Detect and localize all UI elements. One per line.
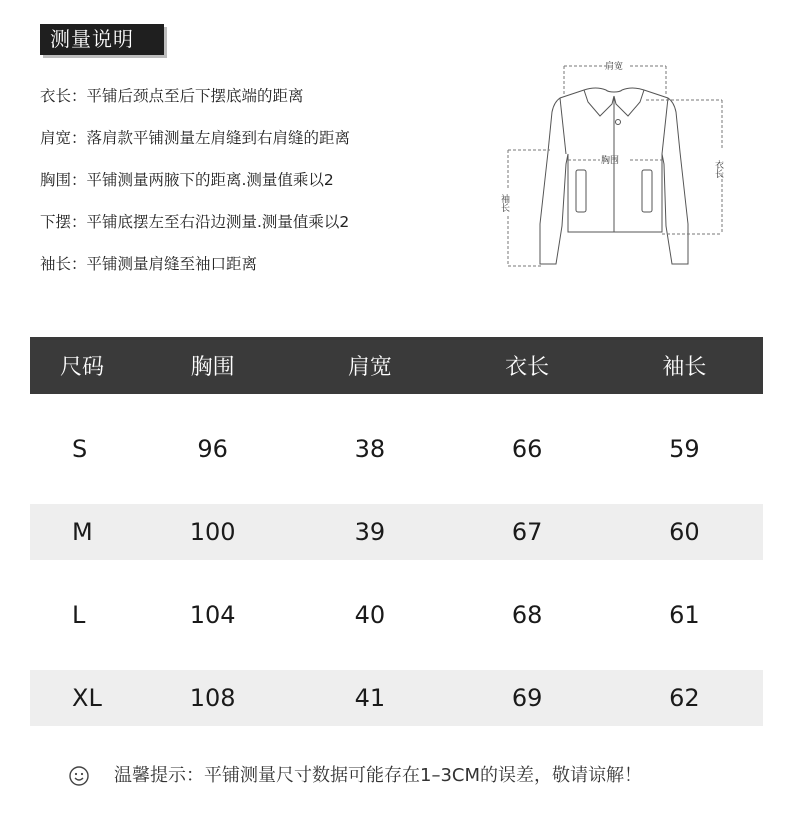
definition-hem: 下摆：平铺底摆左至右沿边测量.测量值乘以2 (40, 213, 350, 231)
header-size: 尺码 (60, 355, 105, 380)
cell-chest: 100 (189, 518, 236, 546)
definition-chest: 胸围：平铺测量两腋下的距离.测量值乘以2 (40, 171, 334, 189)
label-sleeve: 袖长 (499, 194, 509, 212)
cell-chest: 108 (189, 684, 236, 712)
cell-length: 67 (511, 518, 543, 546)
table-row (30, 504, 763, 560)
cell-shoulder: 38 (354, 435, 386, 463)
section-title: 测量说明 (40, 24, 164, 55)
cell-chest: 104 (189, 601, 236, 629)
cell-size: L (72, 601, 86, 629)
header-chest: 胸围 (190, 355, 235, 380)
table-row (30, 670, 763, 726)
header-length: 衣长 (505, 355, 550, 380)
header-shoulder: 肩宽 (347, 355, 392, 380)
header-sleeve: 袖长 (662, 355, 707, 380)
cell-sleeve: 62 (669, 684, 700, 712)
cell-length: 66 (511, 435, 543, 463)
label-length: 衣长 (713, 160, 723, 178)
table-header (30, 337, 763, 394)
table-row (30, 421, 763, 477)
label-chest: 胸围 (601, 156, 620, 166)
jacket-measurement-diagram (496, 56, 736, 274)
tip-text: 温馨提示：平铺测量尺寸数据可能存在1–3CM的误差，敬请谅解！ (114, 765, 643, 786)
definition-shoulder: 肩宽：落肩款平铺测量左肩缝到右肩缝的距离 (40, 129, 351, 147)
cell-shoulder: 40 (354, 601, 386, 629)
cell-shoulder: 39 (354, 518, 386, 546)
smile-icon (66, 763, 92, 789)
table-row (30, 587, 763, 643)
label-shoulder: 肩宽 (605, 62, 624, 72)
definition-sleeve: 袖长：平铺测量肩缝至袖口距离 (40, 255, 258, 273)
cell-chest: 96 (197, 435, 228, 463)
cell-size: S (72, 435, 88, 463)
cell-length: 69 (511, 684, 543, 712)
cell-sleeve: 59 (669, 435, 700, 463)
cell-sleeve: 61 (669, 601, 700, 629)
cell-size: M (72, 518, 93, 546)
cell-size: XL (72, 684, 102, 712)
cell-length: 68 (511, 601, 543, 629)
warm-tip (66, 762, 766, 790)
size-table (30, 337, 763, 726)
cell-shoulder: 41 (354, 684, 386, 712)
definition-length: 衣长：平铺后颈点至后下摆底端的距离 (40, 87, 304, 105)
measurement-definitions (40, 82, 480, 292)
cell-sleeve: 60 (669, 518, 700, 546)
